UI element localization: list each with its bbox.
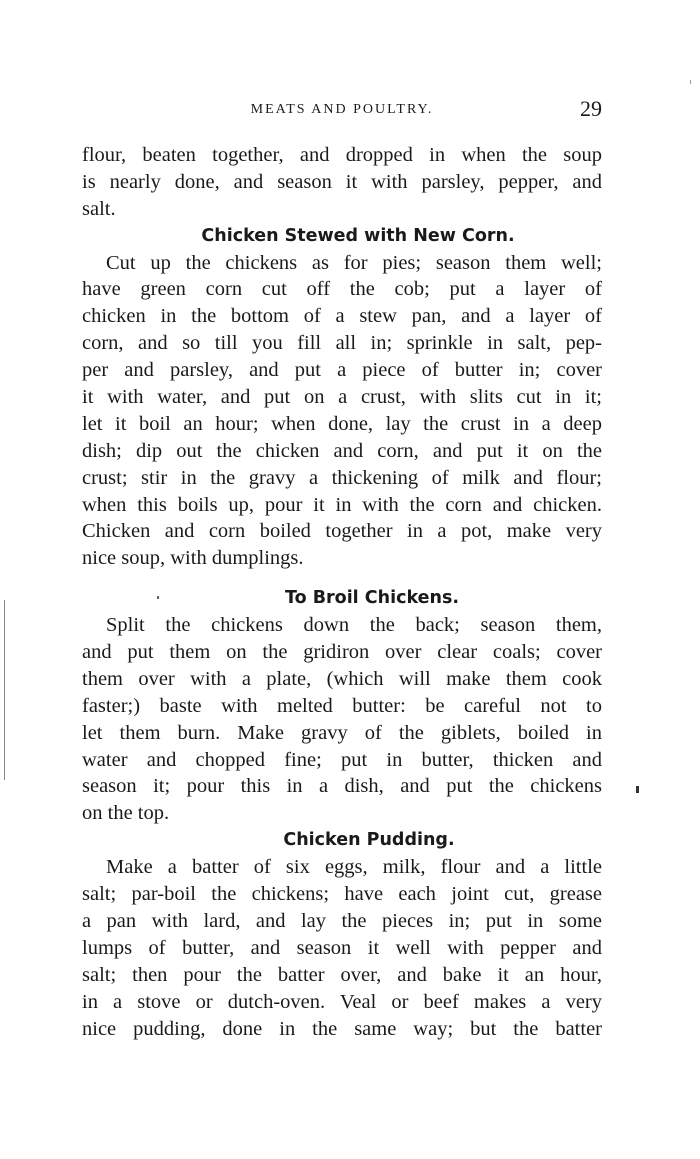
text-line: crust; stir in the gravy a thickening of milk and flour;	[82, 466, 602, 489]
text-line: salt; then pour the batter over, and bake it an hour,	[82, 963, 602, 986]
text-line: when this boils up, pour it in with the corn and chicken.	[82, 493, 602, 516]
scan-mark-left-edge	[4, 600, 5, 780]
text-line: nice pudding, done in the same way; but the batter	[82, 1017, 602, 1040]
text-line: is nearly done, and season it with parsley, pepper, and	[82, 170, 602, 193]
text-line: per and parsley, and put a piece of butter in; cover	[82, 359, 602, 382]
scan-mark-right-edge	[690, 80, 691, 84]
text-line: season it; pour this in a dish, and put the chickens	[82, 775, 602, 798]
text-line: corn, and so till you fill all in; sprinkle in salt, pep-	[82, 332, 602, 355]
page-number: 29	[580, 96, 602, 121]
text-line: in a stove or dutch-oven. Veal or beef makes a very	[82, 990, 602, 1013]
text-line: dish; dip out the chicken and corn, and put it on the	[82, 439, 602, 462]
text-line: salt.	[82, 197, 116, 220]
text-line: them over with a plate, (which will make them cook	[82, 667, 602, 690]
intro-continuation	[82, 142, 602, 223]
text-line: it with water, and put on a crust, with slits cut in it;	[82, 386, 602, 409]
recipe-chicken-stewed-with-new-corn	[82, 223, 602, 573]
text-line: let it boil an hour; when done, lay the crust in a deep	[82, 412, 602, 435]
text-line: a pan with lard, and lay the pieces in; put in some	[82, 909, 602, 932]
recipe-to-broil-chickens	[82, 585, 602, 827]
text-line: let them burn. Make gravy of the giblets, boiled in	[82, 721, 602, 744]
page-body	[82, 142, 602, 1042]
recipe-heading: Chicken Pudding.	[283, 830, 455, 851]
section-gap	[82, 572, 602, 585]
text-line: Split the chickens down the back; season them,	[106, 614, 602, 637]
running-head: MEATS AND POULTRY.	[250, 102, 434, 117]
text-line: Make a batter of six eggs, milk, flour and a little	[106, 856, 602, 879]
recipe-heading: Chicken Stewed with New Corn.	[201, 225, 515, 246]
recipe-heading: To Broil Chickens.	[284, 588, 460, 609]
text-line: nice soup, with dumplings.	[82, 547, 304, 570]
text-line: water and chopped fine; put in butter, thicken and	[82, 748, 602, 771]
text-line: lumps of butter, and season it well with pepper and	[82, 936, 602, 959]
text-line: on the top.	[82, 802, 170, 825]
text-line: chicken in the bottom of a stew pan, and a layer of	[82, 305, 602, 328]
text-line: have green corn cut off the cob; put a layer of	[82, 278, 602, 301]
recipe-chicken-pudding	[82, 827, 602, 1042]
scan-speck	[636, 786, 639, 793]
page-header	[82, 96, 602, 126]
scan-speck	[157, 596, 159, 599]
text-line: Chicken and corn boiled together in a pot, make very	[82, 520, 602, 543]
text-line: faster;) baste with melted butter: be careful not to	[82, 694, 602, 717]
text-line: flour, beaten together, and dropped in when the soup	[82, 144, 602, 166]
text-line: and put them on the gridiron over clear coals; cover	[82, 641, 602, 664]
text-line: salt; par-boil the chickens; have each joint cut, grease	[82, 883, 602, 906]
text-line: Cut up the chickens as for pies; season them well;	[106, 251, 602, 274]
